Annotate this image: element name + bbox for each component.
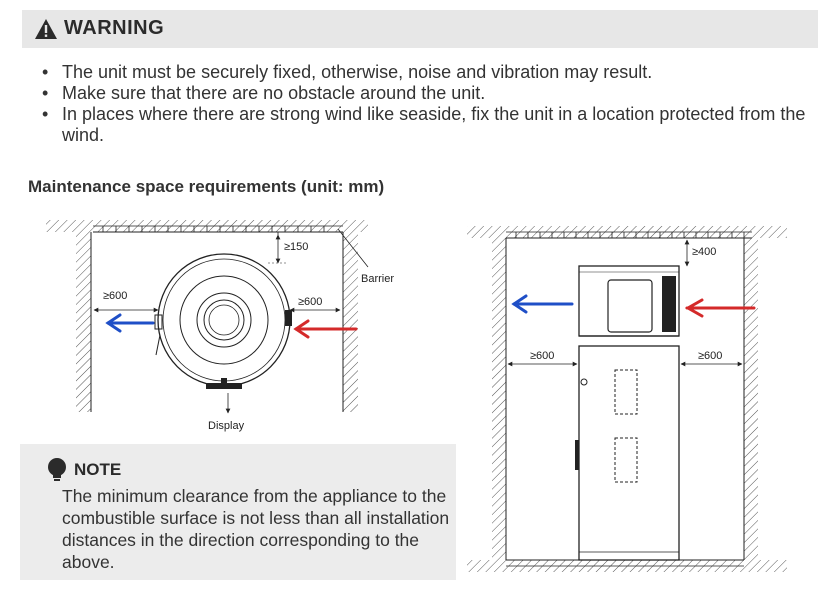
front-view-diagram (462, 222, 792, 577)
list-item: • Make sure that there are no obstacle around the unit. (42, 83, 486, 103)
left-clearance-label: ≥600 (530, 350, 555, 362)
top-clearance-label: ≥150 (284, 241, 309, 253)
right-clearance-label: ≥600 (698, 350, 723, 362)
bullet-text: Make sure that there are no obstacle around the unit. (62, 83, 486, 103)
top-view-diagram (38, 215, 395, 440)
barrier-label: Barrier (361, 273, 395, 285)
left-clearance-label: ≥600 (103, 290, 128, 302)
unit-outer-circle (158, 254, 290, 386)
list-item: • The unit must be securely fixed, otherwise, noise and vibration may result. (42, 62, 653, 82)
bullet-text: In places where there are strong wind like seaside, fix the unit in a location protected from the wind. (62, 104, 806, 145)
right-wall (744, 238, 758, 560)
lightbulb-icon (46, 458, 68, 482)
warning-list (42, 62, 822, 146)
list-item: • In places where there are strong wind like seaside, fix the unit in a location protected from the wind. (42, 104, 806, 145)
section-title: Maintenance space requirements (unit: mm) (28, 177, 385, 196)
unit-tank (579, 346, 679, 560)
right-wall (343, 232, 358, 412)
note-box (20, 444, 456, 580)
warning-bar (22, 10, 818, 48)
left-wall (76, 232, 91, 412)
outflow-arrow (108, 315, 153, 331)
warning-title: WARNING (64, 17, 165, 39)
right-clearance-label: ≥600 (298, 296, 323, 308)
top-clearance-label: ≥400 (692, 246, 717, 258)
note-text: The minimum clearance from the appliance to the combustible surface is not less than all installation distances in the direction corresponding to the above. (62, 486, 450, 572)
note-title: NOTE (74, 460, 122, 479)
outflow-arrow (514, 296, 572, 312)
warning-triangle-icon (34, 18, 58, 40)
display-label: Display (208, 420, 245, 432)
bullet-text: The unit must be securely fixed, otherwise, noise and vibration may result. (62, 62, 653, 82)
left-wall (492, 238, 506, 560)
